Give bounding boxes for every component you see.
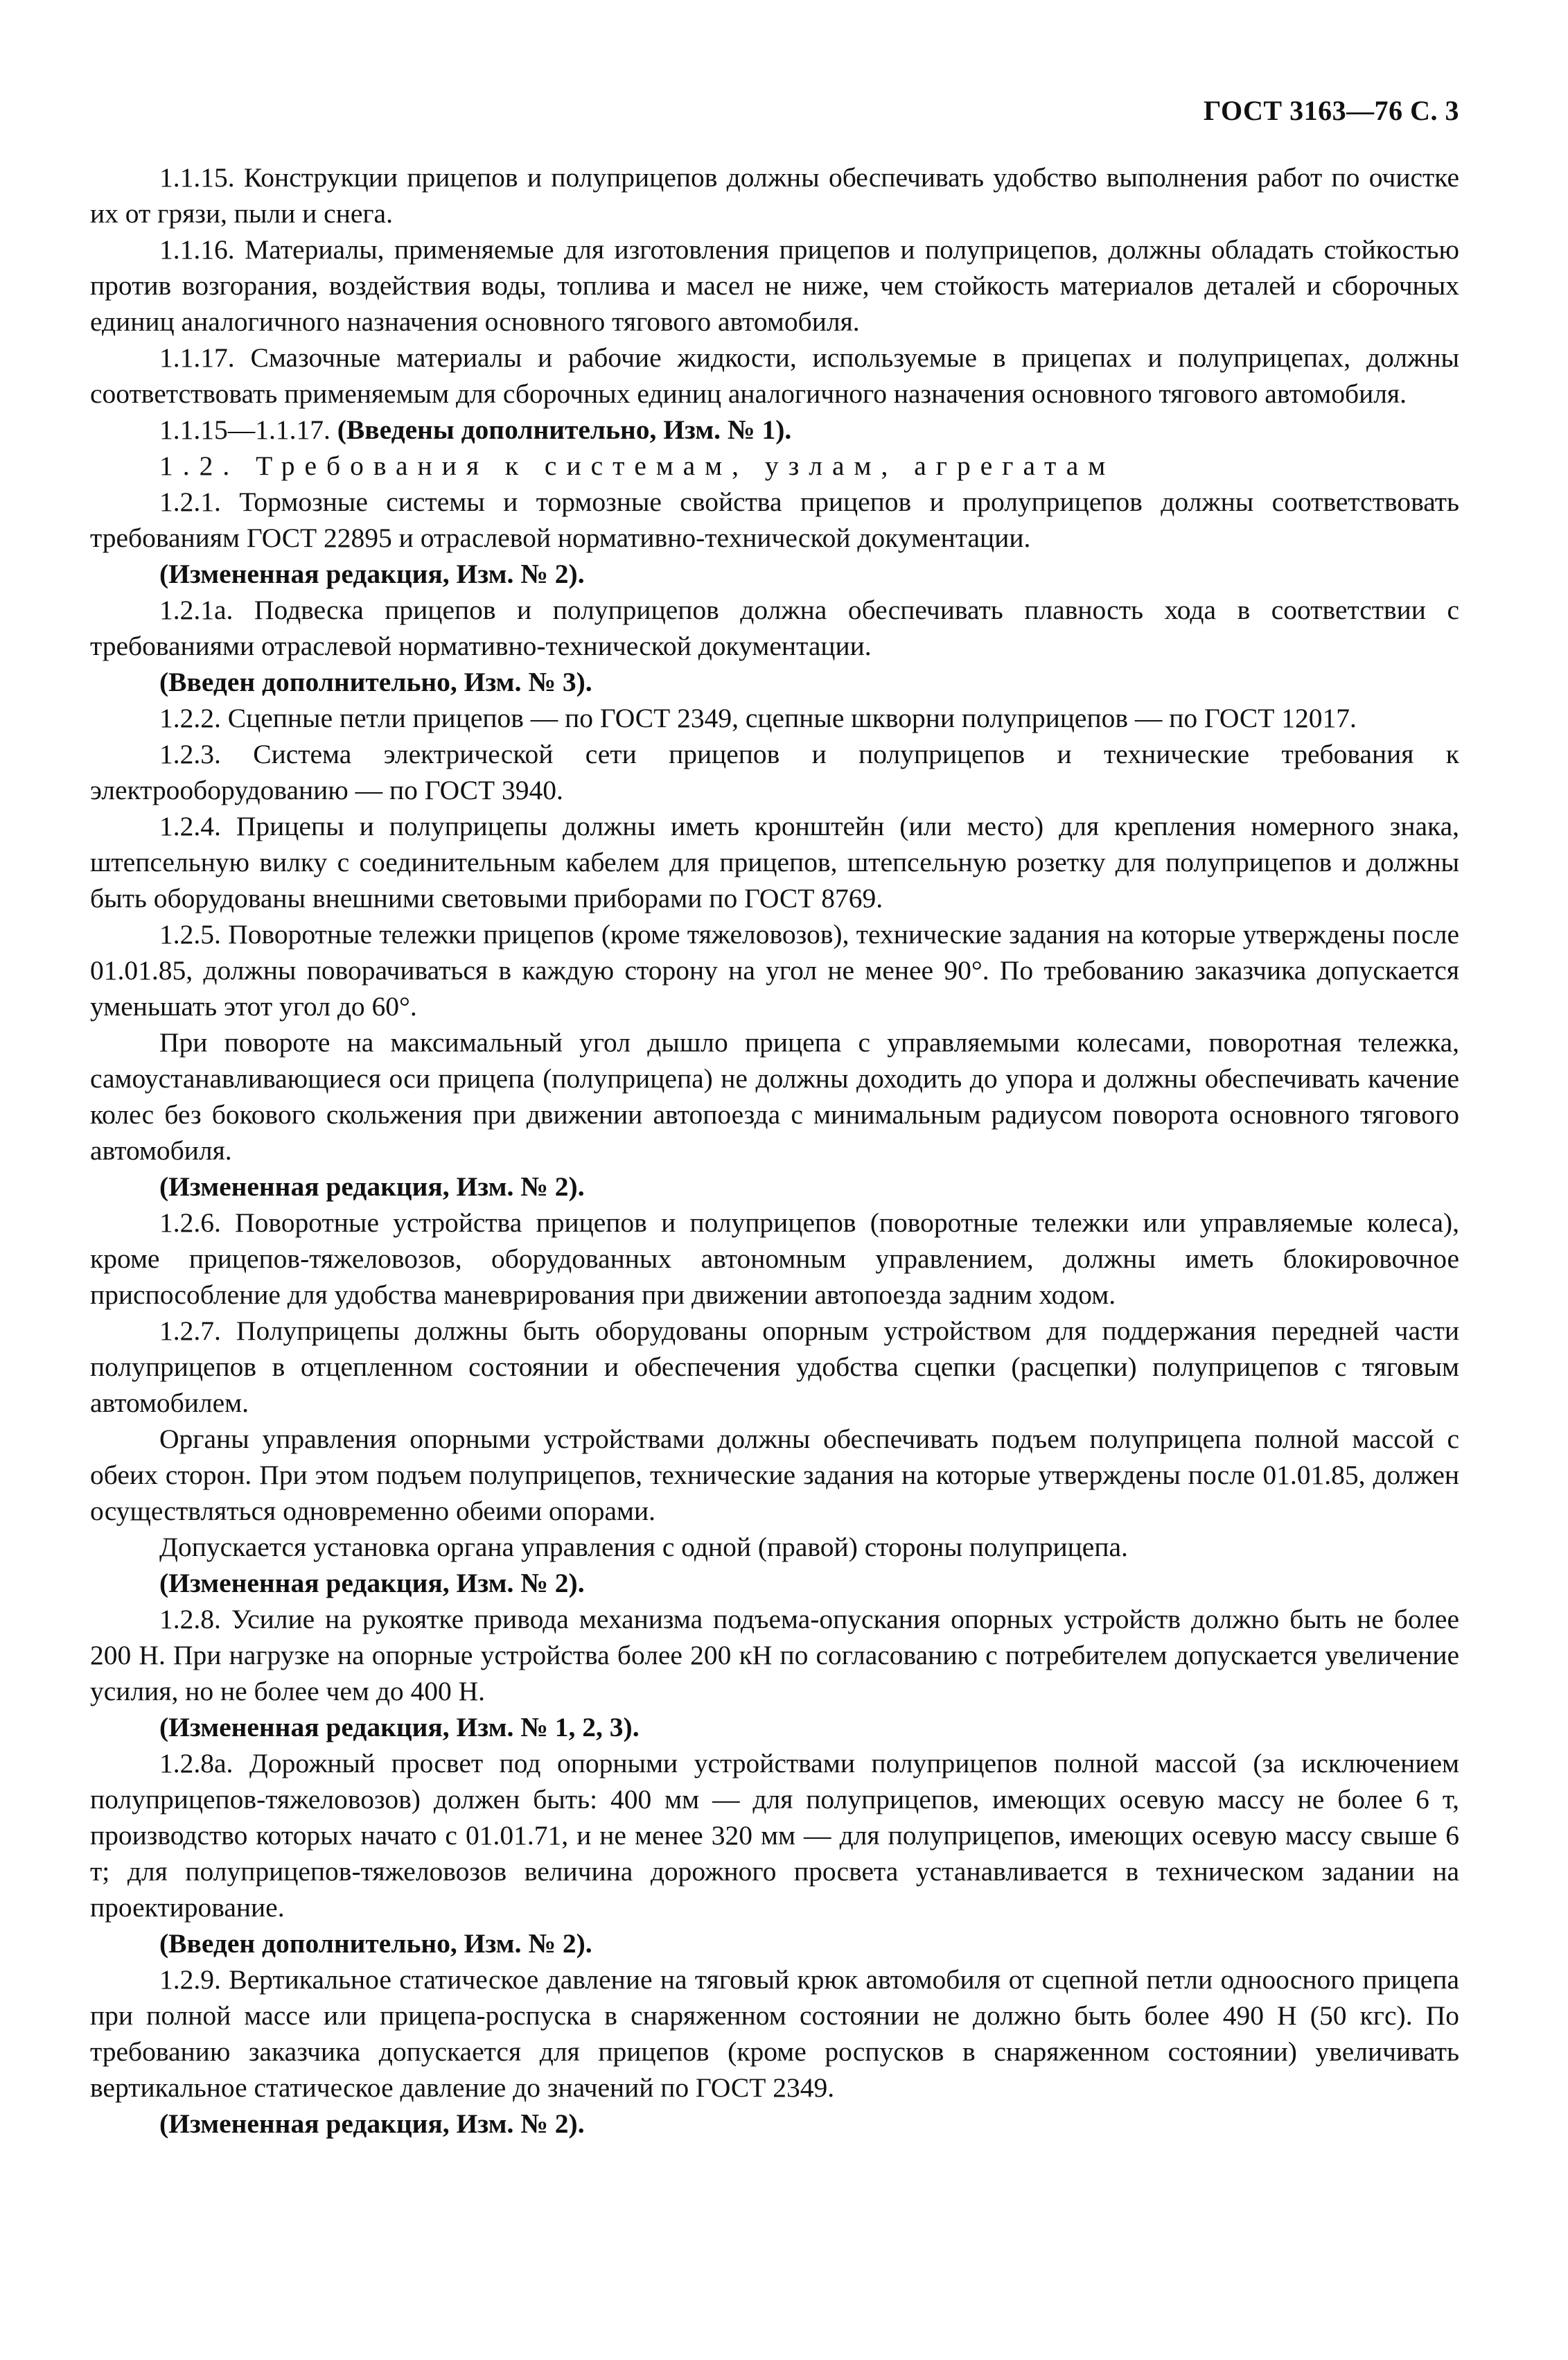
- paragraph-1-2-1a: 1.2.1а. Подвеска прицепов и полуприцепов должна обеспечивать плавность хода в соответствии с требованиями отраслевой нормативно-технической документации.: [90, 595, 1459, 661]
- amendment-note: (Измененная редакция, Изм. № 2).: [159, 2108, 585, 2139]
- amendment-note: (Введен дополнительно, Изм. № 3).: [159, 667, 592, 697]
- amendment-note: (Измененная редакция, Изм. № 2).: [159, 1171, 585, 1202]
- paragraph-1-2-7: 1.2.7. Полуприцепы должны быть оборудованы опорным устройством для поддержания передней части полуприцепов в отцепленном состоянии и обеспечения удобства сцепки (расцепки) полуприцепов с тяговым автомобилем.: [90, 1316, 1459, 1418]
- paragraph-1-2-5: 1.2.5. Поворотные тележки прицепов (кроме тяжеловозов), технические задания на которые утверждены после 01.01.85, должны поворачиваться в каждую сторону на угол не менее 90°. По требованию заказчика допускается уменьшать этот угол до 60°.: [90, 919, 1459, 1022]
- paragraph-1-2-4: 1.2.4. Прицепы и полуприцепы должны иметь кронштейн (или место) для крепления номерного знака, штепсельную вилку с соединительным кабелем для прицепов, штепсельную розетку для полуприцепов и должны быть оборудованы внешними световыми приборами по ГОСТ 8769.: [90, 811, 1459, 914]
- paragraph-1-1-16: 1.1.16. Материалы, применяемые для изготовления прицепов и полуприцепов, должны обладать стойкостью против возгорания, воздействия воды, топлива и масел не ниже, чем стойкость материалов деталей и сборочных единиц аналогичного назначения основного тягового автомобиля.: [90, 234, 1459, 337]
- amendment-note: (Измененная редакция, Изм. № 1, 2, 3).: [159, 1712, 640, 1742]
- amendment-note: (Введен дополнительно, Изм. № 2).: [159, 1928, 592, 1959]
- section-heading-1-2: 1.2. Требования к системам, узлам, агрегатам: [159, 451, 1116, 481]
- paragraph-1-1-17: 1.1.17. Смазочные материалы и рабочие жидкости, используемые в прицепах и полуприцепах, должны соответствовать применяемым для сборочных единиц аналогичного назначения основного тягового автомобиля.: [90, 342, 1459, 409]
- paragraph-1-2-7-allowance: Допускается установка органа управления с одной (правой) стороны полуприцепа.: [159, 1532, 1128, 1562]
- paragraph-1-1-15: 1.1.15. Конструкции прицепов и полуприцепов должны обеспечивать удобство выполнения работ по очистке их от грязи, пыли и снега.: [90, 162, 1459, 229]
- paragraph-1-2-8: 1.2.8. Усилие на рукоятке привода механизма подъема-опускания опорных устройств должно быть не более 200 Н. При нагрузке на опорные устройства более 200 кН по согласованию с потребителем допускается увеличение усилия, но не более чем до 400 Н.: [90, 1604, 1459, 1706]
- paragraph-1-2-6: 1.2.6. Поворотные устройства прицепов и полуприцепов (поворотные тележки или управляемые колеса), кроме прицепов-тяжеловозов, оборудованных автономным управлением, должны иметь блокировочное приспособление для удобства маневрирования при движении автопоезда задним ходом.: [90, 1207, 1459, 1310]
- document-page: [90, 90, 1459, 2142]
- amendment-note: (Измененная редакция, Изм. № 2).: [159, 1568, 585, 1598]
- paragraph-1-2-9: 1.2.9. Вертикальное статическое давление на тяговый крюк автомобиля от сцепной петли одноосного прицепа при полной массе или прицепа-роспуска в снаряженном состоянии не должно быть более 490 Н (50 кгс). По требованию заказчика допускается для прицепов (кроме роспусков в снаряженном состоянии) увеличивать вертикальное статическое давление до значений по ГОСТ 2349.: [90, 1964, 1459, 2103]
- amendment-note: (Введены дополнительно, Изм. № 1).: [337, 414, 792, 445]
- paragraph-1-2-2: 1.2.2. Сцепные петли прицепов — по ГОСТ 2349, сцепные шкворни полуприцепов — по ГОСТ 12017.: [159, 703, 1357, 733]
- paragraph-amendment-1-1-15-17: [90, 412, 1459, 448]
- paragraph-1-2-7-controls: Органы управления опорными устройствами должны обеспечивать подъем полуприцепа полной массой с обеих сторон. При этом подъем полуприцепов, технические задания на которые утверждены после 01.01.85, должен осуществляться одновременно обеими опорами.: [90, 1424, 1459, 1526]
- paragraph-1-2-5-continued: При повороте на максимальный угол дышло прицепа с управляемыми колесами, поворотная тележка, самоустанавливающиеся оси прицепа (полуприцепа) не должны доходить до упора и должны обеспечивать качение колес без бокового скольжения при движении автопоезда с минимальным радиусом поворота основного тягового автомобиля.: [90, 1027, 1459, 1166]
- paragraph-1-2-8a: 1.2.8а. Дорожный просвет под опорными устройствами полуприцепов полной массой (за исключением полуприцепов-тяжеловозов) должен быть: 400 мм — для полуприцепов, имеющих осевую массу не более 6 т, производство которых начато с 01.01.71, и не менее 320 мм — для полуприцепов, имеющих осевую массу свыше 6 т; для полуприцепов-тяжеловозов величина дорожного просвета устанавливается в техническом задании на проектирование.: [90, 1748, 1459, 1923]
- paragraph-1-2-1: 1.2.1. Тормозные системы и тормозные свойства прицепов и пролуприцепов должны соответствовать требованиям ГОСТ 22895 и отраслевой нормативно-технической документации.: [90, 487, 1459, 553]
- paragraph-1-2-3: 1.2.3. Система электрической сети прицепов и полуприцепов и технические требования к электрооборудованию — по ГОСТ 3940.: [90, 739, 1459, 805]
- running-header: ГОСТ 3163—76 С. 3: [1203, 95, 1459, 126]
- amendment-range: 1.1.15—1.1.17.: [159, 414, 337, 445]
- amendment-note: (Измененная редакция, Изм. № 2).: [159, 559, 585, 589]
